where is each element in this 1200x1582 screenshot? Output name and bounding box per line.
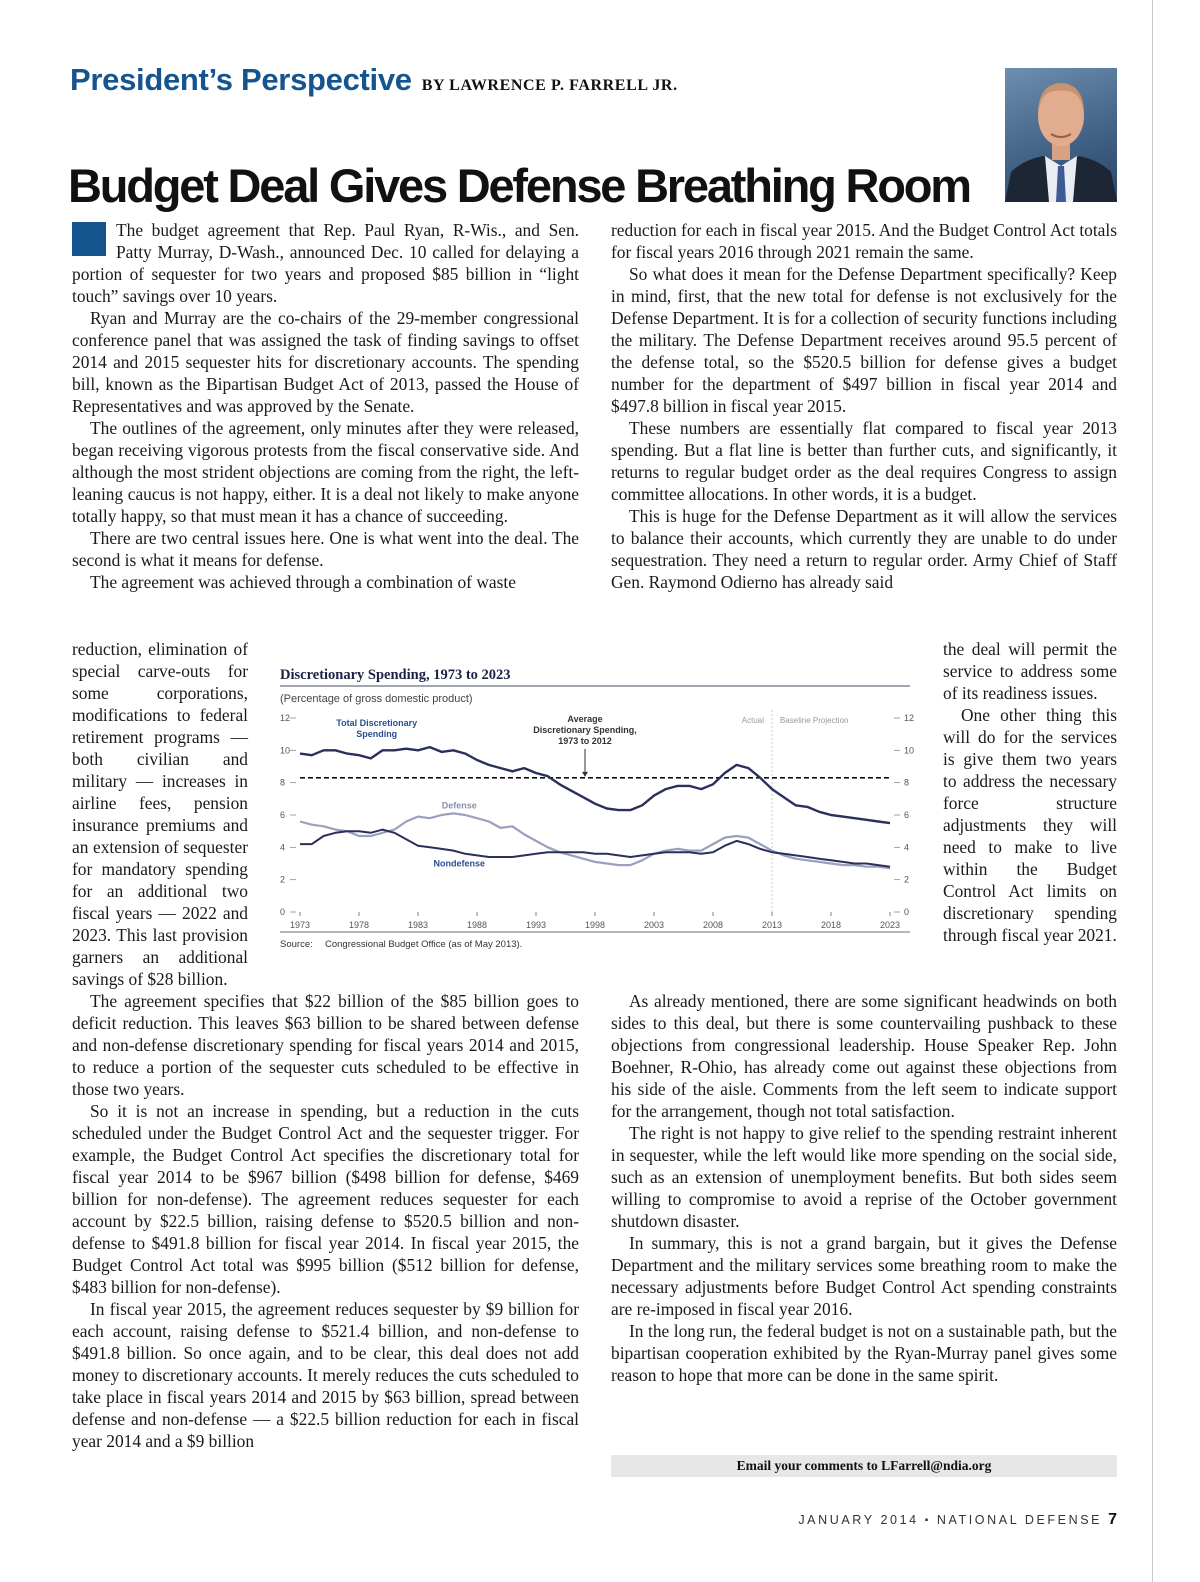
x-tick-label: 1998	[584, 920, 606, 930]
y-tick-label-left: 6	[280, 810, 286, 820]
page-footer	[798, 1511, 1117, 1529]
column-header	[70, 62, 678, 98]
footer-separator: ▪	[924, 1515, 931, 1526]
article-paragraph: One other thing this will do for the services is give them two years to address the necessary force structure adjustments they will need to make to live within the Budget Control Act limits on discretionary spending through fiscal year 2021.	[943, 705, 1117, 945]
article-column-right-wrap	[943, 638, 1117, 946]
average-reference-label: 1973 to 2012	[558, 736, 612, 746]
average-reference-label: Discretionary Spending,	[533, 725, 637, 735]
page-edge-rule	[1152, 0, 1153, 1582]
headline: Budget Deal Gives Defense Breathing Room	[68, 159, 970, 212]
article-paragraph: reduction, elimination of special carve-outs for some corporations, modifications to federal retirement programs — both civilian and military — increases in airline fees, pension insurance premiums and an extension of sequester for mandatory spending for an additional two fiscal years — 2022 and 2023. This last provision garners an additional savings of $28 billion.	[72, 639, 248, 989]
article-paragraph: In summary, this is not a grand bargain, but it gives the Defense Department and the military services some breathing room to make the necessary adjustments before Budget Control Act spending constraints are re-imposed in fiscal year 2016.	[611, 1233, 1117, 1319]
article-paragraph: This is huge for the Defense Department as it will allow the services to balance their accounts, which currently they are unable to do under sequestration. They need a return to regular order. Army Chief of Staff Gen. Raymond Odierno has already said	[611, 506, 1117, 592]
y-tick-label-left: 10	[280, 745, 291, 756]
legend-projection: Baseline Projection	[780, 716, 849, 725]
y-tick-label-right: 2	[904, 874, 910, 885]
y-tick-label-left: 4	[280, 842, 286, 853]
article-paragraph	[72, 219, 579, 307]
discretionary-spending-chart	[278, 658, 915, 958]
x-tick-label: 1978	[348, 920, 370, 930]
article-paragraph: The outlines of the agreement, only minutes after they were released, began receiving vigorous protests from the fiscal conservative side. And although the most strident objections are coming from the right, the left-leaning caucus is not happy, either. It is a deal not likely to make anyone totally happy, so that must mean it has a chance of succeeding.	[72, 418, 579, 526]
drop-cap-block	[72, 222, 106, 256]
article-paragraph: Ryan and Murray are the co-chairs of the 29-member congressional conference panel that was assigned the task of finding savings to offset 2014 and 2015 sequester hits for discretionary accounts. The spending bill, known as the Bipartisan Budget Act of 2013, passed the House of Representatives and was approved by the Senate.	[72, 308, 579, 416]
article-column-left-wrap	[72, 638, 248, 990]
article-paragraph: the deal will permit the service to address some of its readiness issues.	[943, 639, 1117, 703]
article-paragraph: In fiscal year 2015, the agreement reduces sequester by $9 billion for each account, raising defense to $521.4 billion, and non-defense to $491.8 billion. So once again, and to be clear, this deal does not add money to discretionary accounts. It merely reduces the cuts scheduled to take place in fiscal years 2014 and 2015 by $63 billion, spread between defense and non-defense — a $22.5 billion reduction for each in fiscal year 2014 and a $9 billion	[72, 1299, 579, 1451]
x-tick-label: 2013	[761, 920, 783, 930]
y-tick-label-right: 0	[904, 907, 910, 917]
byline: BY LAWRENCE P. FARRELL JR.	[421, 77, 678, 94]
page-number: 7	[1108, 1511, 1117, 1528]
article-paragraph: reduction for each in fiscal year 2015. And the Budget Control Act totals for fiscal years 2016 through 2021 remain the same.	[611, 220, 1117, 262]
author-portrait-illustration	[1005, 68, 1117, 202]
nondefense-label: Nondefense	[433, 858, 486, 869]
column-title: President’s Perspective	[70, 62, 412, 97]
article-paragraph: So what does it mean for the Defense Department specifically? Keep in mind, first, that the new total for defense is not exclusively for the Defense Department. It is for a collection of security functions including the military. The Defense Department receives around 95.5 percent of the defense total, so the $520.5 billion for defense gives a budget number for the department of $497 billion in fiscal year 2014 and $497.8 billion in fiscal year 2015.	[611, 264, 1117, 416]
chart-title: Discretionary Spending, 1973 to 2023	[280, 667, 511, 683]
y-tick-label-right: 4	[904, 842, 910, 853]
email-prompt: Email your comments to	[736, 1458, 878, 1473]
article-column-right-bottom	[611, 990, 1117, 1386]
email-link[interactable]: LFarrell@ndia.org	[881, 1458, 992, 1473]
y-tick-label-right: 10	[904, 745, 915, 756]
defense-line	[300, 813, 890, 868]
y-tick-label-left: 8	[280, 777, 286, 788]
article-paragraph: The agreement specifies that $22 billion of the $85 billion goes to deficit reduction. This leaves $63 billion to be shared between defense and non-defense discretionary spending for fiscal years 2014 and 2015, to reduce a portion of the sequester cuts scheduled to be effective in those two years.	[72, 991, 579, 1099]
article-paragraph: So it is not an increase in spending, but a reduction in the cuts scheduled under the Budget Control Act and the sequester trigger. For example, the Budget Control Act specifies the discretionary total for fiscal year 2014 to be $967 billion ($498 billion for defense, $469 billion for non-defense). The agreement reduces sequester for each account by $22.5 billion, raising defense to $520.5 billion and non-defense to $491.8 billion for fiscal year 2014. In fiscal year 2015, the Budget Control Act total was $995 billion ($512 billion for defense, $483 billion for non-defense).	[72, 1101, 579, 1297]
author-portrait	[1005, 68, 1117, 202]
article-paragraph: There are two central issues here. One is what went into the deal. The second is what it means for defense.	[72, 528, 579, 570]
paragraph-text: The budget agreement that Rep. Paul Ryan, R-Wis., and Sen. Patty Murray, D-Wash., announced Dec. 10 called for delaying a portion of sequester for two years and proposed $85 billion in “light touch” savings over 10 years.	[72, 220, 579, 306]
y-tick-label-right: 12	[904, 713, 915, 723]
y-tick-label-left: 0	[280, 907, 286, 917]
y-tick-label-left: 2	[280, 874, 286, 885]
x-tick-label: 2018	[820, 920, 842, 930]
article-column-right-top	[611, 219, 1117, 593]
chart-source-label: Source:	[280, 939, 313, 950]
total-discretionary-line	[300, 747, 890, 823]
chart-subtitle: (Percentage of gross domestic product)	[280, 693, 473, 705]
article-paragraph: The right is not happy to give relief to the spending restraint inherent in sequester, while the left would like more spending on the social side, such as an extension of unemployment benefits. But both sides seem willing to compromise to avoid a reprise of the October government shutdown disaster.	[611, 1123, 1117, 1231]
y-tick-label-left: 12	[280, 713, 291, 723]
footer-publication: NATIONAL DEFENSE	[936, 1513, 1103, 1527]
total-discretionary-label: Spending	[356, 729, 398, 740]
legend-actual: Actual	[741, 716, 764, 725]
article-paragraph: In the long run, the federal budget is not on a sustainable path, but the bipartisan cooperation exhibited by the Ryan-Murray panel gives some reason to hope that more can be done in the same spirit.	[611, 1321, 1117, 1385]
total-discretionary-label: Total Discretionary	[336, 718, 418, 729]
x-tick-label: 1973	[289, 920, 311, 930]
average-reference-label: Average	[567, 714, 603, 724]
average-reference-arrowhead	[582, 772, 588, 777]
footer-issue: JANUARY 2014	[798, 1513, 919, 1527]
email-comments-bar	[611, 1455, 1117, 1477]
x-tick-label: 2023	[879, 920, 901, 930]
x-tick-label: 2008	[702, 920, 724, 930]
y-tick-label-right: 8	[904, 777, 910, 788]
article-paragraph: As already mentioned, there are some significant headwinds on both sides to this deal, but there is some countervailing pushback to these objections from congressional leadership. House Speaker Rep. John Boehner, R-Ohio, has already come out against these objections from his side of the aisle. Comments from the left seem to indicate support for the arrangement, though not total satisfaction.	[611, 991, 1117, 1121]
article-column-left-bottom	[72, 990, 579, 1452]
defense-label: Defense	[441, 800, 477, 811]
article-paragraph: The agreement was achieved through a combination of waste	[90, 572, 516, 592]
x-tick-label: 1983	[407, 920, 429, 930]
article-column-left-top	[72, 219, 579, 593]
chart-source: Congressional Budget Office (as of May 2013).	[325, 939, 523, 950]
x-tick-label: 2003	[643, 920, 665, 930]
x-tick-label: 1993	[525, 920, 547, 930]
article-paragraph: These numbers are essentially flat compared to fiscal year 2013 spending. But a flat line is better than further cuts, and significantly, it returns to regular budget order as the deal requires Congress to assign committee allocations. In other words, it is a budget.	[611, 418, 1117, 504]
y-tick-label-right: 6	[904, 810, 910, 820]
x-tick-label: 1988	[466, 920, 488, 930]
